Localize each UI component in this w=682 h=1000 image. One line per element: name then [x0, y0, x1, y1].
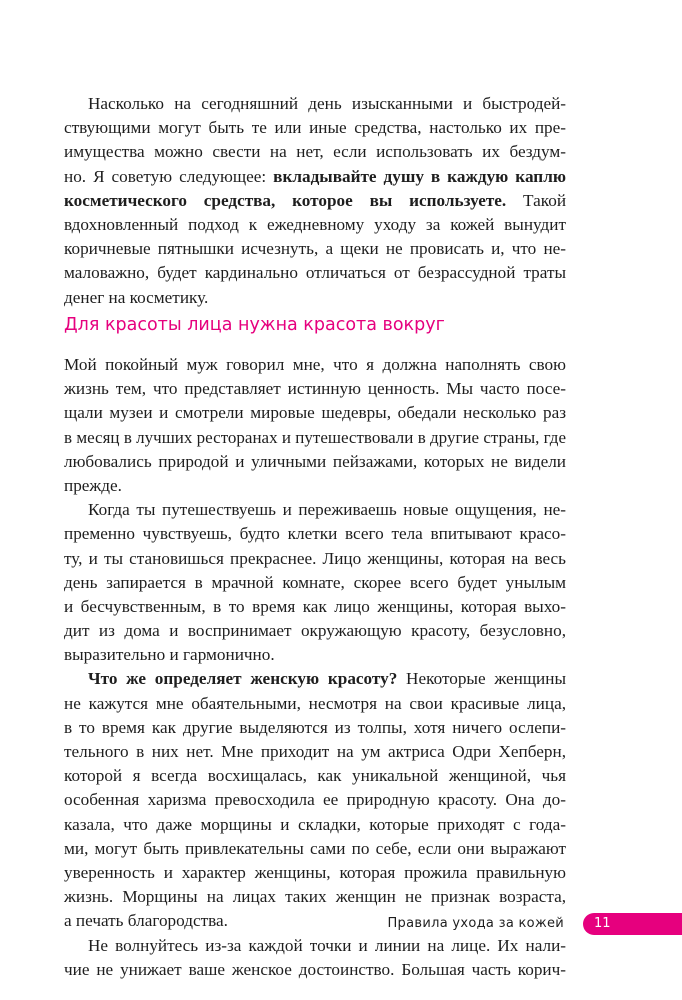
text-line: но. Я советую следующее: вкладывайте душу в каждую каплю [64, 166, 566, 186]
paragraph-block [64, 92, 566, 310]
section-heading: Для красоты лица нужна красота вокруг [64, 315, 445, 335]
text-line: щали музеи и смотрели мировые шедевры, обедали несколько раз [64, 403, 566, 423]
text-line: особенная харизма превосходила ее природную красоту. Она до- [64, 790, 566, 810]
text-line: маловажно, будет кардинально отличаться от безрассудной траты [64, 263, 566, 283]
page-number-tab [583, 913, 682, 935]
text-line: выразительно и гармонично. [64, 645, 275, 665]
text-line: Когда ты путешествуешь и переживаешь новые ощущения, не- [88, 500, 566, 520]
text-line: а печать благородства. [64, 911, 228, 931]
body-text [64, 353, 566, 982]
text-line: ствующими могут быть те или иные средства, настолько их пре- [64, 118, 566, 138]
text-line: Не волнуйтесь из-за каждой точки и линии на лице. Их нали- [88, 935, 566, 955]
running-footer-title: Правила ухода за кожей [387, 916, 564, 931]
text-line: ту, и ты становишься прекраснее. Лицо женщины, которая на весь [64, 548, 566, 568]
text-line: и бесчувственным, в то время как лицо женщины, которая выхо- [64, 596, 566, 616]
bold-text: косметического средства, которое вы используете. [64, 190, 507, 210]
text-line: день запирается в мрачной комнате, скорее всего будет унылым [64, 572, 566, 592]
text-line: казала, что даже морщины и складки, которые приходят с года- [64, 814, 566, 834]
text-line: имущества можно свести на нет, если использовать их бездум- [64, 142, 566, 162]
text-line: которой я всегда восхищалась, как уникальной женщиной, чья [64, 766, 566, 786]
text-line: денег на косметику. [64, 287, 209, 307]
text-line: Что же определяет женскую красоту? Некоторые женщины [88, 669, 566, 689]
bold-text: Что же определяет женскую красоту? [88, 669, 398, 689]
text-line: в месяц в лучших ресторанах и путешествовали в другие страны, где [64, 427, 566, 447]
page-number: 11 [594, 916, 611, 931]
text-line: любовались природой и уличными пейзажами, которых не видели [64, 451, 566, 471]
text-line: жизнь тем, что представляет истинную ценность. Мы часто посе- [64, 379, 566, 399]
text-line: коричневые пятнышки исчезнуть, а щеки не провисать и, что не- [64, 239, 566, 259]
text-line: дит из дома и воспринимает окружающую красоту, безусловно, [64, 621, 566, 641]
text-line: Мой покойный муж говорил мне, что я должна наполнять свою [64, 355, 566, 374]
text-line: не кажутся мне обаятельными, несмотря на свои красивые лица, [64, 693, 566, 713]
text-line: косметического средства, которое вы используете. Такой [64, 190, 567, 210]
text-line: чие не унижает ваше женское достоинство. Большая часть корич- [64, 959, 566, 979]
text-line: прежде. [64, 475, 122, 495]
text-line: тельного в них нет. Мне приходит на ум актриса Одри Хепберн, [64, 742, 566, 761]
text-line: Насколько на сегодняшний день изысканными и быстродей- [88, 94, 566, 113]
text-line: вдохновленный подход к ежедневному уходу за кожей вынудит [64, 214, 566, 234]
text-line: жизнь. Морщины на лицах таких женщин не признак возраста, [64, 887, 566, 907]
text-line: в то время как другие выделяются из толпы, хотя ничего ослепи- [64, 717, 566, 737]
text-line: ми, могут быть привлекательны сами по себе, если они выражают [64, 838, 566, 858]
text-line: уверенность и характер женщины, которая прожила правильную [64, 862, 566, 882]
text-line: пременно чувствуешь, будто клетки всего тела впитывают красо- [64, 524, 566, 544]
bold-text: вкладывайте душу в каждую каплю [273, 166, 566, 186]
